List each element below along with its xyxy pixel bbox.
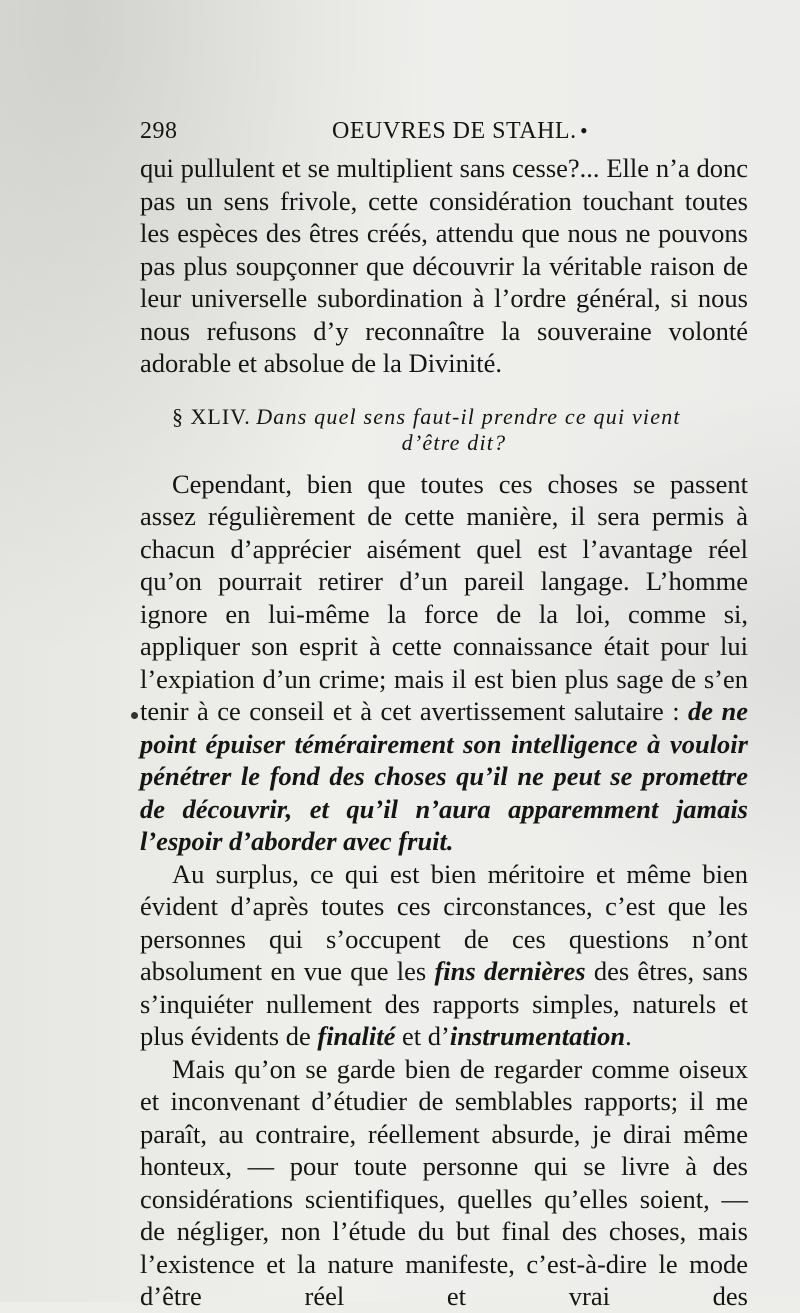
paragraph-2 <box>140 468 748 858</box>
page-header <box>140 112 748 152</box>
paragraph-2-text: Cependant, bien que toutes ces choses se passent assez régulièrement de cette manière, il sera permis à chacun d’apprécier aisément quel est l’avantage réel qu’on pourrait retirer d’un pareil langage. L’homme ignore en lui-même la force de la loi, comme si, appliquer son esprit à cette connaissance était pour lui l’expiation d’un crime; mais il est bien plus sage de s’en tenir à ce conseil et à cet avertissement salutaire : <box>140 468 748 726</box>
margin-dot <box>131 712 138 719</box>
section-title-line-1: Dans quel sens faut-il prendre ce qui vient <box>256 403 681 429</box>
paragraph-3-italic-finalite: finalité <box>317 1021 396 1051</box>
paragraph-3-text-c: et d’ <box>395 1021 450 1051</box>
paragraph-3 <box>140 858 748 1053</box>
paragraph-3-text-d: . <box>625 1021 632 1051</box>
paragraph-3-italic-fins: fins dernières <box>434 956 586 986</box>
section-heading-line-1 <box>140 404 748 430</box>
paragraph-1: qui pullulent et se multiplient sans cesse?... Elle n’a donc pas un sens frivole, cette considération touchant toutes les espèces des êtres créés, attendu que nous ne pouvons pas plus soupçonner que découvrir la véritable raison de leur universelle subordination à l’ordre général, si nous nous refusons d’y reconnaître la souveraine volonté adorable et absolue de la Divinité. <box>140 153 748 378</box>
paragraph-3-text-b: des êtres, sans s’inquiéter nullement des rapports simples, naturels et plus évidents de <box>140 956 748 1051</box>
page-number: 298 <box>140 118 178 144</box>
section-heading <box>140 404 748 456</box>
header-dot: • <box>580 118 589 143</box>
paragraph-4: Mais qu’on se garde bien de regarder comme oiseux et inconvenant d’étudier de semblables rapports; il me paraît, au contraire, réellement absurde, je dirai même honteux, — pour toute personne qui se livre à des considérations scientifiques, quelles qu’elles soient, — de négliger, non l’étude du but final des choses, mais l’existence et la nature manifeste, c’est-à-dire le mode d’être réel et vrai des <box>140 1053 748 1311</box>
paragraph-3-text-a: Au surplus, ce qui est bien méritoire et même bien évident d’après toutes ces circonstances, c’est que les personnes qui s’occupent de ces questions n’ont absolument en vue que les <box>140 858 748 986</box>
section-title-line-2: d’être dit? <box>401 429 507 455</box>
running-title: OEUVRES DE STAHL. <box>332 118 577 144</box>
paragraph-3-italic-instrumentation: instrumentation <box>449 1021 626 1051</box>
paragraph-2-italic: de ne point épuiser témérairement son intelligence à vouloir pénétrer le fond des choses qu’il ne peut se promettre de découvrir, et qu’il n’aura apparemment jamais l’espoir d’aborder avec fruit. <box>140 696 748 856</box>
section-mark: § XLIV. <box>172 403 251 429</box>
